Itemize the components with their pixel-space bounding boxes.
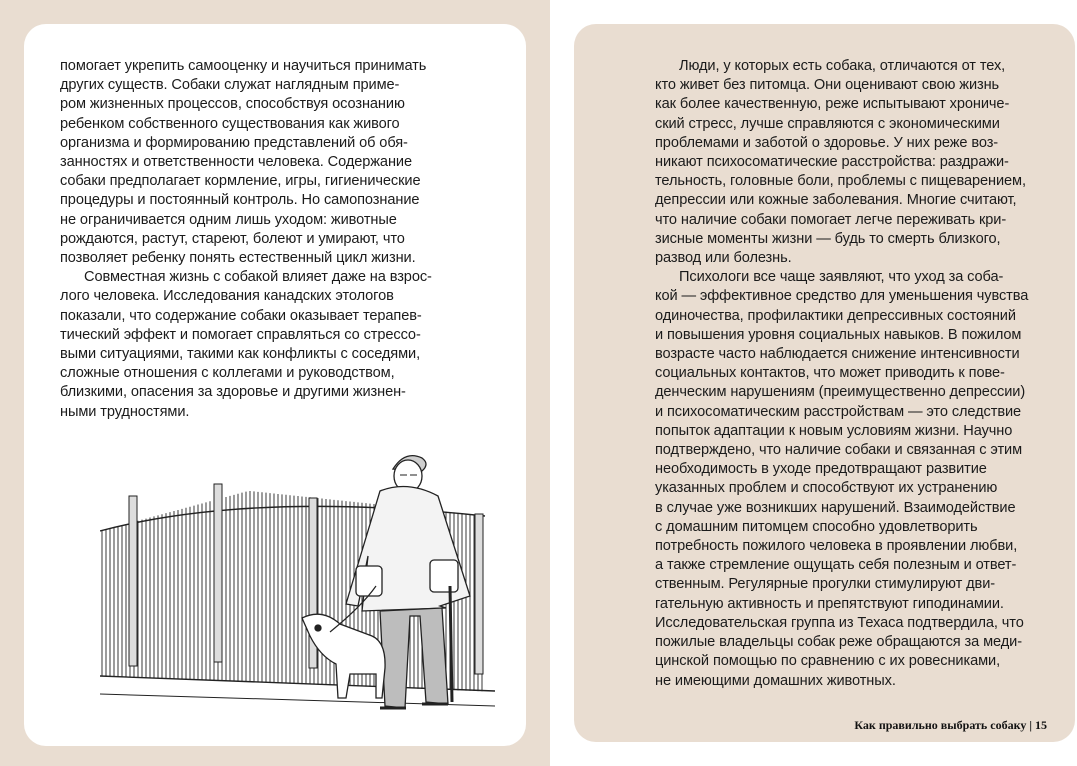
text-line: кто живет без питомца. Они оценивают свою жизнь	[655, 77, 1000, 94]
text-line: никают психосоматические расстройства: раздражи-	[655, 154, 1009, 171]
running-title: Как правильно выбрать собаку	[854, 718, 1027, 732]
text-line: как более качественную, реже испытывают хрониче-	[655, 96, 1010, 113]
text-line: указанных проблем и способствуют их устранению	[655, 480, 998, 497]
text-line: рождаются, растут, стареют, болеют и умирают, что	[60, 230, 405, 247]
text-line: проблемами и заботой о здоровье. У них реже воз-	[655, 134, 999, 151]
footer-separator: |	[1029, 718, 1032, 732]
paragraph	[60, 57, 460, 268]
paragraph	[655, 57, 1045, 268]
text-line: что наличие собаки помогает легче переживать кри-	[655, 211, 1007, 228]
text-line: подтверждено, что наличие собаки и связанная с этим	[655, 442, 1023, 459]
text-line: занностях и ответственности человека. Содержание	[60, 154, 412, 171]
text-line: не имеющими домашних животных.	[655, 672, 896, 689]
text-line: тический эффект и помогает справляться со стрессо-	[60, 326, 421, 343]
text-line: ром жизненных процессов, способствуя осознанию	[60, 96, 405, 113]
man-walking-dog-illustration	[100, 436, 495, 721]
text-line: ский стресс, лучше справляются с экономическими	[655, 115, 1000, 132]
page-footer	[854, 718, 1047, 733]
text-line: тельность, головные боли, проблемы с пищеварением,	[655, 173, 1026, 190]
text-line: необходимость в уходе предотвращают развитие	[655, 461, 987, 478]
text-line: зисные моменты жизни — будь то смерть близкого,	[655, 230, 1001, 247]
text-line: и повышения уровня социальных навыков. В пожилом	[655, 326, 1022, 343]
text-line: близкими, опасения за здоровье и другими жизнен-	[60, 384, 406, 401]
text-line: одиночества, профилактики депрессивных состояний	[655, 307, 1016, 324]
paragraph	[655, 268, 1045, 690]
left-body-text	[60, 57, 460, 422]
text-line: в случае уже возникших нарушений. Взаимодействие	[655, 499, 1016, 516]
text-line: выми ситуациями, такими как конфликты с соседями,	[60, 346, 421, 363]
text-line: сложные отношения с коллегами и руководством,	[60, 365, 395, 382]
text-line: гательную активность и препятствуют гиподинамии.	[655, 595, 1004, 612]
text-line: социальных контактов, что может приводить к пове-	[655, 365, 1005, 382]
paragraph	[60, 268, 460, 422]
text-line: Психологи все чаще заявляют, что уход за соба-	[679, 269, 1004, 286]
text-line: собаки предполагает кормление, игры, гигиенические	[60, 173, 421, 190]
text-line: организма и формированию представлений об обя-	[60, 134, 408, 151]
text-line: не ограничивается одним лишь уходом: животные	[60, 211, 397, 228]
text-line: цинской помощью по сравнению с их ровесниками,	[655, 653, 1001, 670]
text-line: лого человека. Исследования канадских этологов	[60, 288, 394, 305]
text-line: и психосоматическим расстройствам — это следствие	[655, 403, 1022, 420]
text-line: с домашним питомцем способно удовлетворить	[655, 518, 978, 535]
text-line: кой — эффективное средство для уменьшения чувства	[655, 288, 1029, 305]
text-line: попыток адаптации к новым условиям жизни. Научно	[655, 422, 1013, 439]
page-number: 15	[1035, 718, 1047, 732]
text-line: Совместная жизнь с собакой влияет даже на взрос-	[84, 269, 432, 286]
text-line: помогает укрепить самооценку и научиться принимать	[60, 58, 427, 74]
text-line: позволяет ребенку понять естественный цикл жизни.	[60, 250, 416, 267]
right-body-text	[655, 57, 1045, 691]
text-line: Люди, у которых есть собака, отличаются от тех,	[679, 58, 1006, 74]
text-line: показали, что содержание собаки оказывает терапев-	[60, 307, 422, 324]
text-line: других существ. Собаки служат наглядным приме-	[60, 77, 400, 94]
text-line: ственным. Регулярные прогулки стимулируют дви-	[655, 576, 996, 593]
text-line: ными трудностями.	[60, 403, 190, 420]
text-line: пожилые владельцы собак реже обращаются за меди-	[655, 634, 1022, 651]
text-line: ребенком собственного существования как живого	[60, 115, 400, 132]
text-line: а также стремление ощущать себя полезным и ответ-	[655, 557, 1017, 574]
text-line: развод или болезнь.	[655, 250, 792, 267]
text-line: возрасте часто наблюдается снижение интенсивности	[655, 346, 1020, 363]
text-line: процедуры и постоянный контроль. Но самопознание	[60, 192, 420, 209]
text-line: денческим нарушениям (преимущественно депрессии)	[655, 384, 1026, 401]
text-line: депрессии или кожные заболевания. Многие считают,	[655, 192, 1017, 209]
text-line: Исследовательская группа из Техаса подтвердила, что	[655, 614, 1024, 631]
text-line: потребность пожилого человека в проявлении любви,	[655, 538, 1018, 555]
